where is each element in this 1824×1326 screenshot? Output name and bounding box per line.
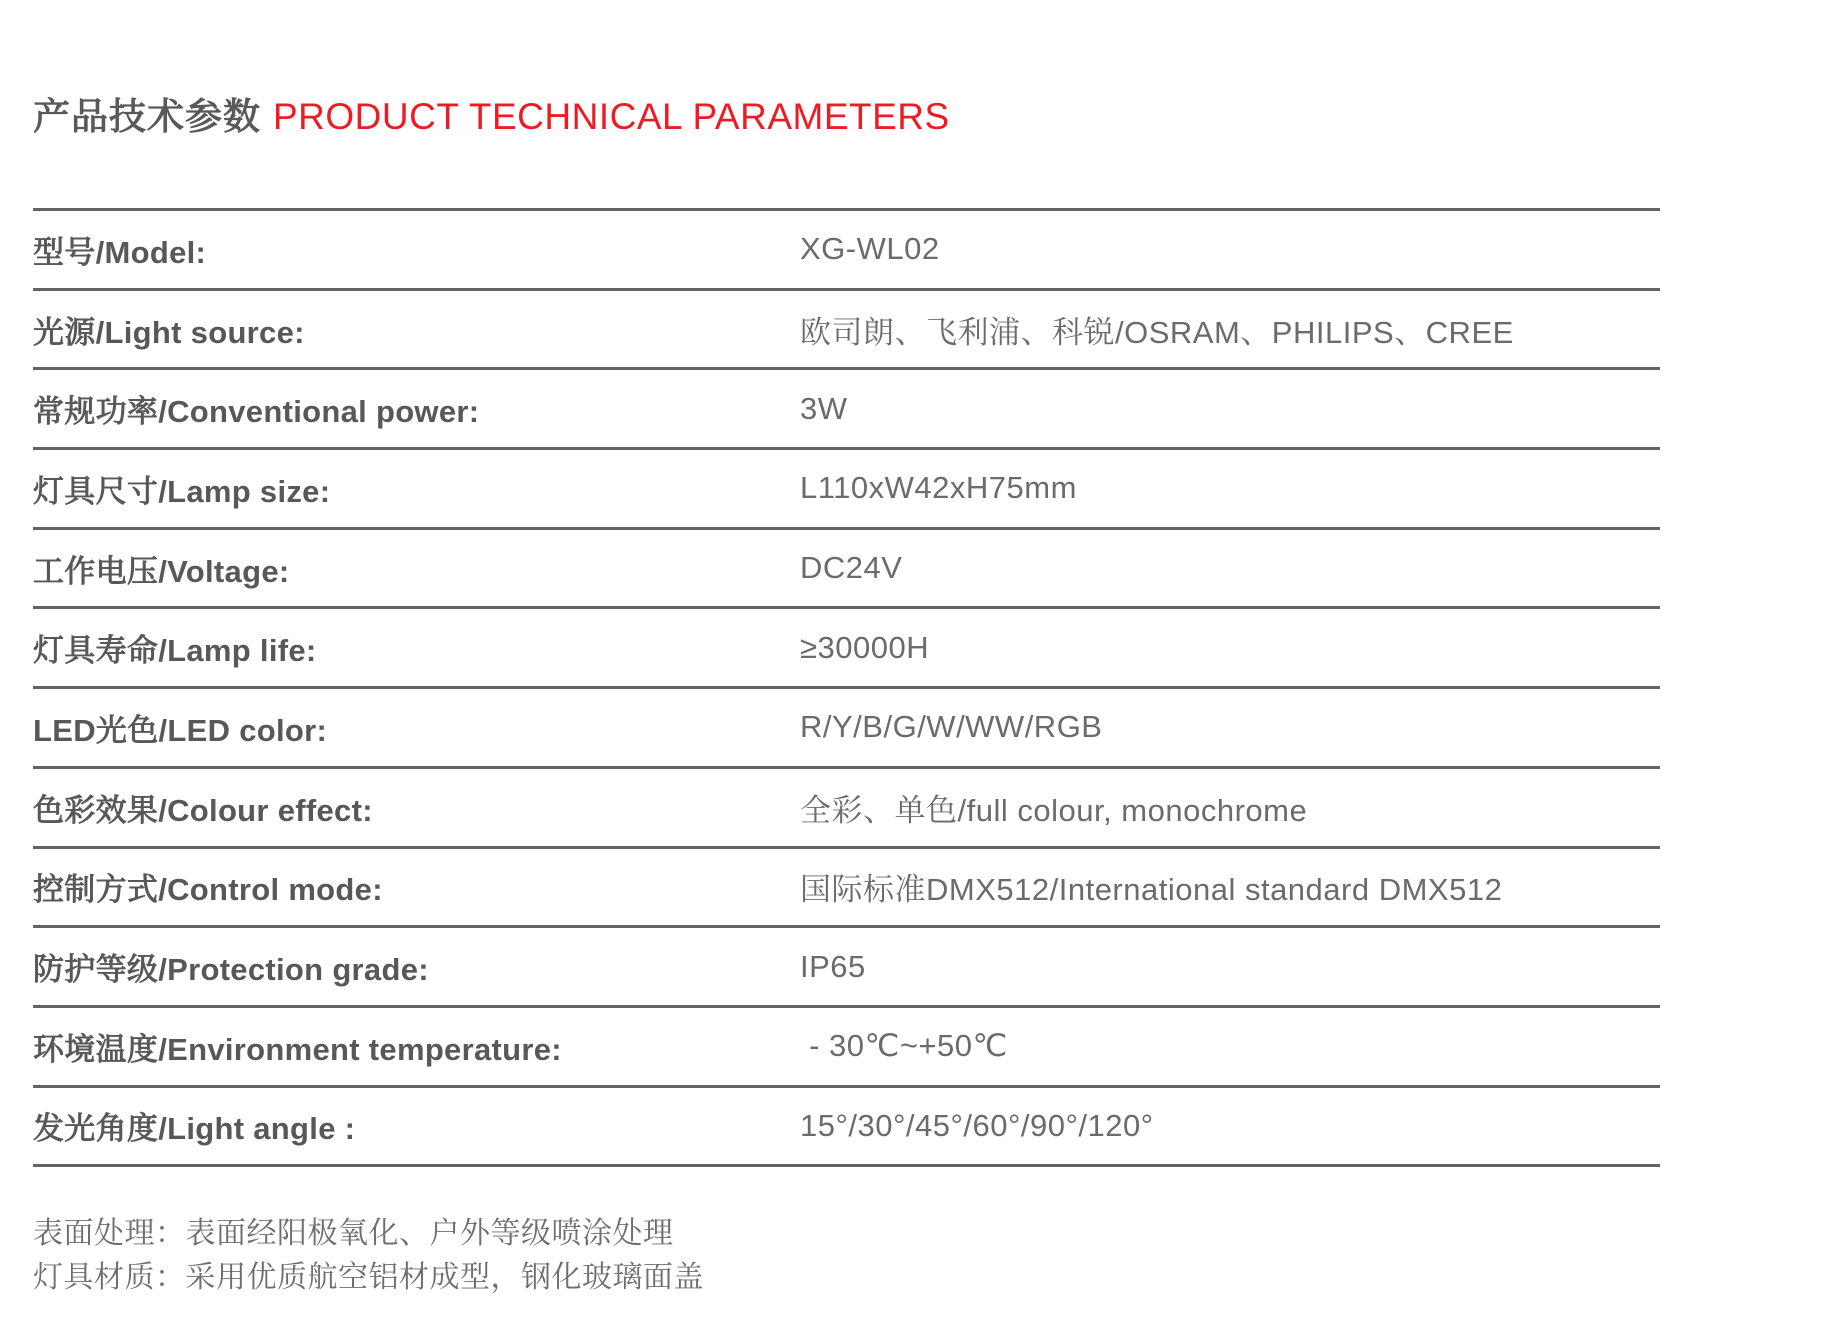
param-value: IP65 — [800, 948, 866, 984]
lamp-material-note: 灯具材质：采用优质航空铝材成型，钢化玻璃面盖 — [33, 1261, 704, 1294]
param-value: - 30℃~+50℃ — [800, 1028, 1008, 1064]
technical-parameters-table — [33, 208, 1660, 1167]
table-row-light-angle — [33, 1088, 1660, 1168]
table-row-led-color — [33, 689, 1660, 769]
table-row-conventional-power — [33, 370, 1660, 450]
table-row-colour-effect — [33, 769, 1660, 849]
footer-notes — [33, 1212, 704, 1300]
surface-treatment-note: 表面处理：表面经阳极氧化、户外等级喷涂处理 — [33, 1217, 674, 1250]
param-value: 15°/30°/45°/60°/90°/120° — [800, 1107, 1154, 1143]
page-title-chinese: 产品技术参数 — [33, 96, 261, 137]
param-label: 灯具尺寸/Lamp size: — [33, 473, 331, 509]
table-row-model — [33, 211, 1660, 291]
param-label: 控制方式/Control mode: — [33, 872, 383, 908]
param-label: LED光色/LED color: — [33, 712, 328, 748]
param-label: 发光角度/Light angle : — [33, 1111, 356, 1147]
param-label: 工作电压/Voltage: — [33, 553, 290, 589]
param-value: 国际标准DMX512/International standard DMX512 — [800, 872, 1503, 908]
param-label: 灯具寿命/Lamp life: — [33, 633, 317, 669]
param-value: 3W — [800, 390, 848, 426]
param-label: 型号/Model: — [33, 234, 207, 270]
table-row-voltage — [33, 530, 1660, 610]
param-value: DC24V — [800, 550, 903, 586]
page-title — [33, 96, 950, 139]
param-value: ≥30000H — [800, 629, 930, 665]
param-label: 光源/Light source: — [33, 314, 305, 350]
param-value: R/Y/B/G/W/WW/RGB — [800, 709, 1103, 745]
param-label: 环境温度/Environment temperature: — [33, 1031, 562, 1067]
param-label: 常规功率/Conventional power: — [33, 394, 480, 430]
param-label: 色彩效果/Colour effect: — [33, 792, 373, 828]
param-value: 全彩、单色/full colour, monochrome — [800, 792, 1308, 828]
table-row-environment-temperature — [33, 1008, 1660, 1088]
param-value: L110xW42xH75mm — [800, 470, 1077, 506]
table-row-lamp-size — [33, 450, 1660, 530]
table-row-control-mode — [33, 849, 1660, 929]
table-row-lamp-life — [33, 609, 1660, 689]
table-row-protection-grade — [33, 928, 1660, 1008]
param-label: 防护等级/Protection grade: — [33, 952, 429, 988]
page-title-english: PRODUCT TECHNICAL PARAMETERS — [273, 96, 950, 137]
table-row-light-source — [33, 291, 1660, 371]
param-value: 欧司朗、飞利浦、科锐/OSRAM、PHILIPS、CREE — [800, 314, 1514, 350]
param-value: XG-WL02 — [800, 231, 940, 267]
